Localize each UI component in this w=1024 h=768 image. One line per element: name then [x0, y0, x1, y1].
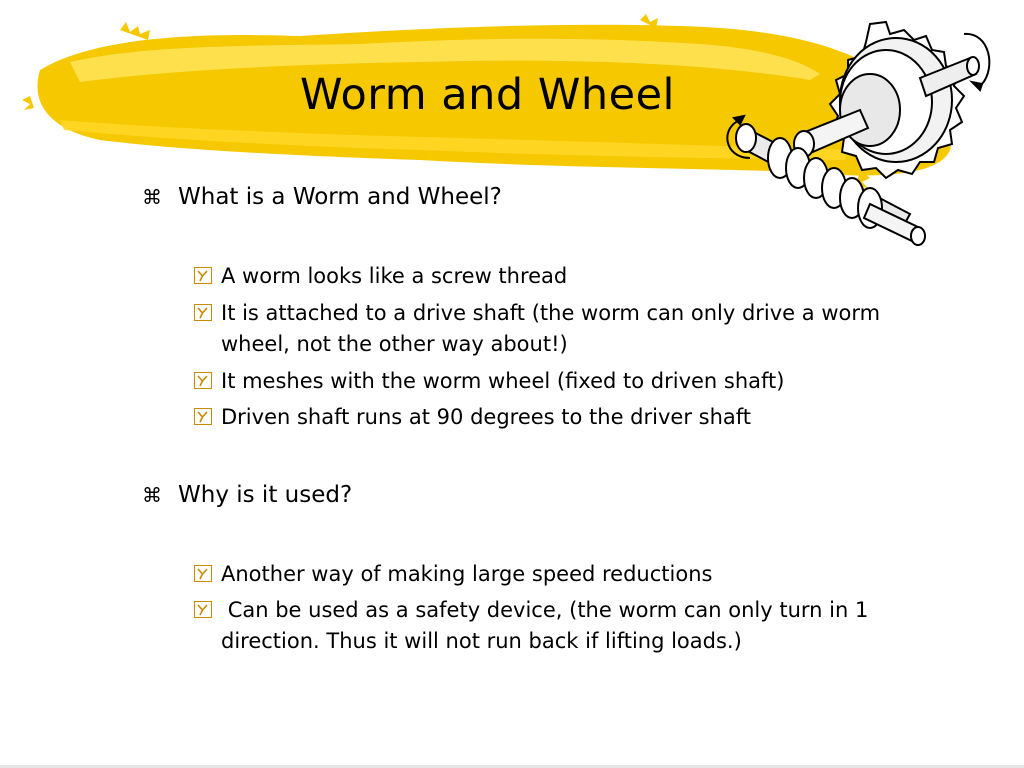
bullet-text: It meshes with the worm wheel (fixed to driven shaft) [221, 369, 785, 393]
checkbox-y-icon [194, 565, 212, 582]
section-heading-text: What is a Worm and Wheel? [178, 184, 502, 210]
bullet-text: A worm looks like a screw thread [221, 264, 568, 288]
bullet-text: Can be used as a safety device, (the worm can only turn in 1 direction. Thus it will not run back if lifting loads.) [221, 598, 876, 653]
checkbox-y-icon [194, 601, 212, 618]
checkbox-y-icon [194, 304, 212, 321]
bullet-text: It is attached to a drive shaft (the worm can only drive a worm wheel, not the other way about!) [221, 301, 881, 356]
checkbox-y-icon [194, 372, 212, 389]
checkbox-y-icon [194, 267, 212, 284]
section-heading-what [142, 182, 502, 212]
checkbox-y-icon [194, 408, 212, 425]
bullet-point [194, 366, 924, 397]
section-heading-why [142, 480, 352, 510]
bullet-text: Another way of making large speed reductions [221, 562, 713, 586]
bullet-point [194, 298, 924, 360]
bullet-point [194, 402, 924, 433]
section-heading-text: Why is it used? [178, 482, 353, 508]
bullet-point [194, 595, 924, 657]
command-key-icon: ⌘ [142, 483, 162, 507]
command-key-icon: ⌘ [142, 185, 162, 209]
slide-title: Worm and Wheel [300, 70, 675, 120]
bullet-point [194, 261, 924, 292]
bullet-point [194, 559, 924, 590]
bullet-text: Driven shaft runs at 90 degrees to the driver shaft [221, 405, 752, 429]
worm-and-wheel-gear-illustration [720, 18, 1000, 250]
